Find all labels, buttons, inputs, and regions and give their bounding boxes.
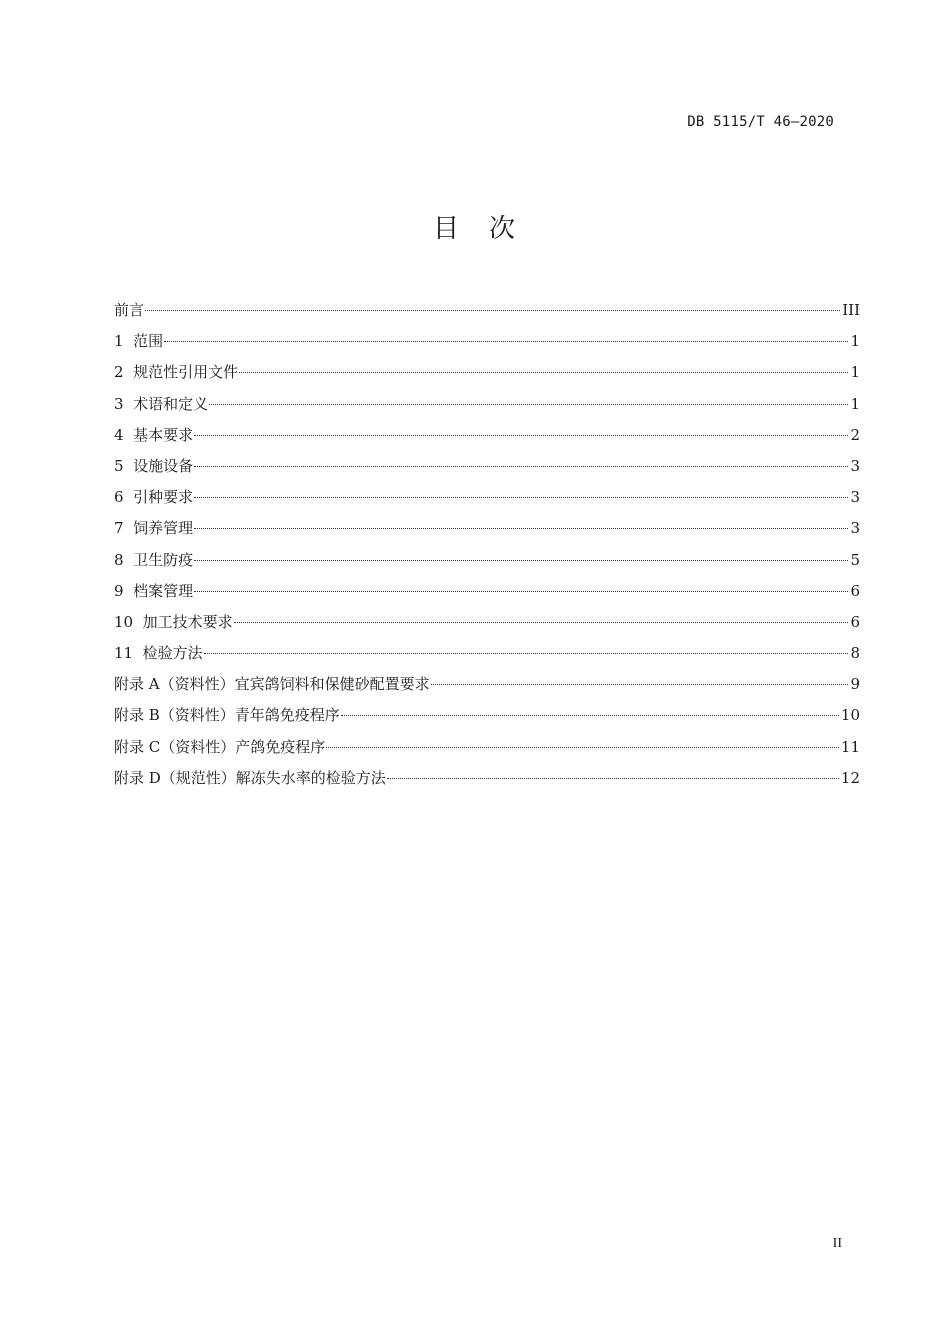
toc-entry-label: 2 规范性引用文件 (114, 363, 239, 382)
toc-entry-label: 附录 B（资料性）青年鸽免疫程序 (114, 706, 340, 725)
toc-entry-label: 1 范围 (114, 332, 164, 351)
toc-entry-appendix-d[interactable] (114, 766, 860, 797)
toc-entry-appendix-a[interactable] (114, 672, 860, 703)
toc-entry-appendix-b[interactable] (114, 703, 860, 734)
toc-entry-3[interactable] (114, 392, 860, 423)
toc-leader-dots (194, 497, 848, 498)
toc-leader-dots (194, 560, 848, 561)
toc-leader-dots (234, 622, 849, 623)
toc-leader-dots (387, 778, 839, 779)
toc-entry-page: 3 (850, 519, 860, 538)
toc-entry-7[interactable] (114, 516, 860, 547)
toc-entry-label: 9 档案管理 (114, 581, 194, 600)
toc-entry-page: 1 (850, 332, 860, 351)
toc-entry-label: 前言 (114, 301, 145, 319)
toc-entry-5[interactable] (114, 454, 860, 485)
toc-leader-dots (431, 684, 849, 685)
toc-entry-page: 6 (850, 581, 860, 600)
toc-leader-dots (164, 341, 848, 342)
toc-entry-2[interactable] (114, 360, 860, 391)
toc-entry-appendix-c[interactable] (114, 735, 860, 766)
toc-entry-page: 2 (850, 425, 860, 444)
toc-entry-label: 附录 C（资料性）产鸽免疫程序 (114, 737, 326, 756)
page-number: II (832, 1236, 842, 1251)
toc-entry-page: 3 (850, 456, 860, 475)
table-of-contents (114, 298, 860, 797)
toc-leader-dots (194, 528, 848, 529)
toc-entry-label: 4 基本要求 (114, 425, 194, 444)
toc-leader-dots (239, 372, 848, 373)
toc-leader-dots (326, 747, 839, 748)
toc-entry-page: 12 (840, 768, 860, 787)
toc-entry-page: III (842, 301, 860, 319)
toc-leader-dots (341, 715, 839, 716)
toc-entry-label: 5 设施设备 (114, 456, 194, 475)
toc-entry-4[interactable] (114, 423, 860, 454)
toc-entry-page: 3 (850, 488, 860, 507)
page-title (0, 208, 950, 245)
toc-entry-label: 10 加工技术要求 (114, 612, 233, 631)
toc-entry-page: 9 (850, 675, 860, 694)
toc-entry-page: 11 (840, 737, 860, 756)
toc-entry-label: 附录 D（规范性）解冻失水率的检验方法 (114, 768, 386, 787)
toc-leader-dots (194, 591, 848, 592)
toc-entry-page: 1 (850, 394, 860, 413)
toc-entry-label: 11 检验方法 (114, 644, 203, 663)
document-code: DB 5115/T 46—2020 (687, 114, 834, 130)
toc-leader-dots (209, 404, 848, 405)
toc-entry-page: 6 (850, 612, 860, 631)
toc-entry-label: 8 卫生防疫 (114, 550, 194, 569)
toc-leader-dots (194, 466, 848, 467)
toc-entry-page: 10 (840, 706, 860, 725)
page-title-char-1: 目 (432, 214, 461, 244)
toc-leader-dots (194, 435, 848, 436)
toc-entry-label: 6 引种要求 (114, 488, 194, 507)
toc-entry-1[interactable] (114, 329, 860, 360)
toc-entry-8[interactable] (114, 548, 860, 579)
toc-entry-label: 3 术语和定义 (114, 394, 209, 413)
toc-entry-6[interactable] (114, 485, 860, 516)
page-title-char-2: 次 (489, 214, 518, 244)
toc-entry-page: 5 (850, 550, 860, 569)
toc-entry-9[interactable] (114, 579, 860, 610)
toc-leader-dots (204, 653, 849, 654)
toc-entry-11[interactable] (114, 641, 860, 672)
toc-entry-page: 8 (850, 644, 860, 663)
toc-entry-label: 7 饲养管理 (114, 519, 194, 538)
toc-entry-page: 1 (850, 363, 860, 382)
toc-leader-dots (145, 310, 840, 311)
toc-entry-10[interactable] (114, 610, 860, 641)
toc-entry-label: 附录 A（资料性）宜宾鸽饲料和保健砂配置要求 (114, 675, 430, 694)
toc-entry-foreword[interactable] (114, 298, 860, 329)
